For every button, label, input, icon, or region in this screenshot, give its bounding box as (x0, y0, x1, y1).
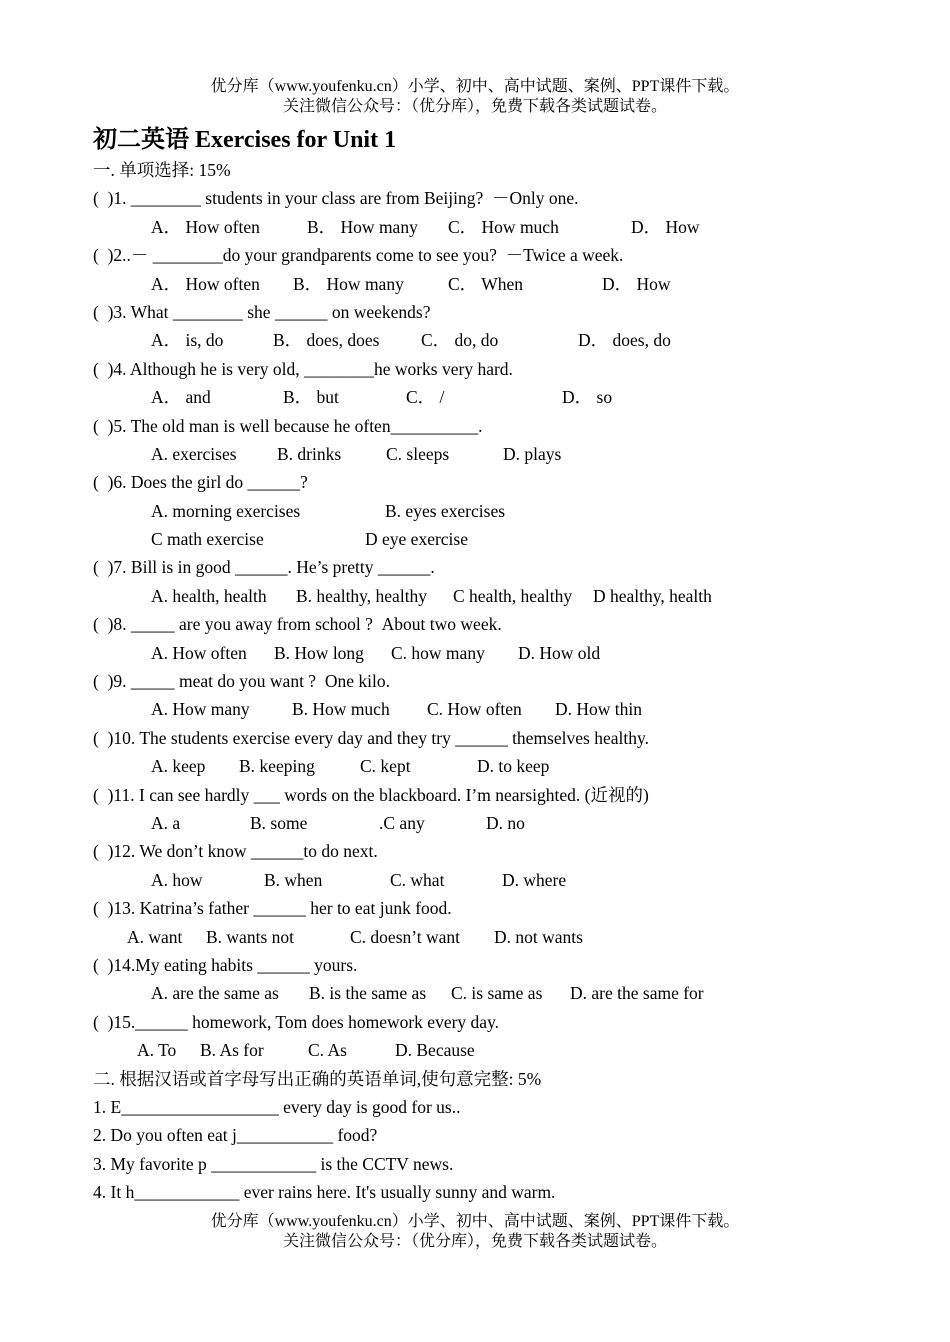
question-13-options (93, 923, 913, 951)
option-b: B． How many (293, 273, 404, 294)
option-b: B. eyes exercises (385, 500, 506, 521)
option-b: B. wants not (206, 926, 294, 947)
footer-line-1: 优分库（www.youfenku.cn）小学、初中、高中试题、案例、PPT课件下载。 (210, 1213, 740, 1230)
option-c: C. how many (391, 642, 485, 663)
question-10-options (93, 752, 913, 780)
option-b: B. drinks (277, 443, 342, 464)
option-c: C． / (406, 387, 445, 408)
option-d: D. to keep (477, 756, 550, 777)
fill-item-1: 1. E__________________ every day is good for us.. (93, 1096, 461, 1117)
option-a: A. How often (151, 642, 247, 663)
option-d: D healthy, health (593, 585, 712, 606)
option-b: B． does, does (273, 330, 380, 351)
option-b: B. How long (274, 642, 364, 663)
option-a: A. morning exercises (151, 500, 301, 521)
option-d: D. How thin (555, 699, 643, 720)
option-d: D． How (602, 273, 671, 294)
option-a: A. are the same as (151, 983, 279, 1004)
option-d: D. plays (503, 443, 562, 464)
option-a: A. How many (151, 699, 250, 720)
worksheet-content (93, 124, 913, 1206)
option-a: A. health, health (151, 585, 267, 606)
question-8-options (93, 639, 913, 667)
option-c: C. sleeps (386, 443, 450, 464)
question-5-options (93, 440, 913, 468)
option-c: C. doesn’t want (350, 926, 461, 947)
option-b: B． but (283, 387, 339, 408)
option-c: C. is same as (451, 983, 543, 1004)
page-header (0, 77, 950, 117)
option-a: A. keep (151, 756, 206, 777)
page-footer (0, 1212, 950, 1252)
option-c: C math exercise (151, 529, 264, 550)
option-d: D. are the same for (570, 983, 704, 1004)
option-c: C. what (390, 869, 445, 890)
question-12-options (93, 866, 913, 894)
option-c: C． How much (448, 216, 559, 237)
question-9: ( )9. _____ meat do you want ? One kilo. (93, 671, 390, 692)
question-1: ( )1. ________ students in your class are from Beijing? －Only one. (93, 188, 579, 209)
option-d: D. no (486, 812, 525, 833)
question-14-options (93, 979, 913, 1007)
section1-heading: 一. 单项选择: 15% (93, 160, 231, 180)
question-12: ( )12. We don’t know ______to do next. (93, 841, 378, 862)
question-1-options (93, 213, 913, 241)
fill-item-4: 4. It h____________ ever rains here. It's usually sunny and warm. (93, 1182, 556, 1203)
question-6: ( )6. Does the girl do ______? (93, 472, 308, 493)
option-b: B. keeping (239, 756, 315, 777)
question-6-options (93, 497, 913, 525)
option-d: D． so (562, 387, 613, 408)
question-14: ( )14.My eating habits ______ yours. (93, 954, 358, 975)
option-c: C. kept (360, 756, 411, 777)
question-9-options (93, 695, 913, 723)
option-c: C. As (308, 1040, 347, 1061)
option-a: A． How often (151, 216, 260, 237)
section2-heading: 二. 根据汉语或首字母写出正确的英语单词,使句意完整: 5% (93, 1068, 542, 1089)
option-d: D. where (502, 869, 567, 890)
option-a: A． is, do (151, 330, 224, 351)
option-a: A. how (151, 869, 203, 890)
option-b: B. healthy, healthy (296, 585, 428, 606)
question-11-options (93, 809, 913, 837)
question-3: ( )3. What ________ she ______ on weekends? (93, 301, 431, 322)
question-7: ( )7. Bill is in good ______. He’s pretty ______. (93, 557, 435, 578)
option-a: A． How often (151, 273, 260, 294)
question-2-options (93, 270, 913, 298)
option-c: .C any (379, 812, 425, 833)
option-a: A. want (127, 926, 183, 947)
footer-line-2: 关注微信公众号：（优分库），免费下载各类试题试卷。 (282, 1233, 667, 1250)
option-a: A． and (151, 387, 211, 408)
fill-item-2: 2. Do you often eat j___________ food? (93, 1125, 378, 1146)
option-d: D． does, do (578, 330, 671, 351)
header-line-2: 关注微信公众号：（优分库），免费下载各类试题试卷。 (282, 98, 667, 115)
option-d: D eye exercise (365, 529, 468, 550)
question-13: ( )13. Katrina’s father ______ her to eat junk food. (93, 898, 452, 919)
question-4-options (93, 383, 913, 411)
option-d: D. How old (518, 642, 601, 663)
option-c: C． do, do (421, 330, 499, 351)
question-15: ( )15.______ homework, Tom does homework every day. (93, 1011, 500, 1032)
option-b: B． How many (307, 216, 418, 237)
page-title: 初二英语 Exercises for Unit 1 (93, 127, 397, 153)
option-d: D. not wants (494, 926, 583, 947)
option-d: D． How (631, 216, 700, 237)
question-2: ( )2..－ ________do your grandparents come to see you? －Twice a week. (93, 245, 624, 266)
question-8: ( )8. _____ are you away from school ? About two week. (93, 614, 502, 635)
option-b: B. As for (200, 1040, 264, 1061)
option-a: A. a (151, 812, 181, 833)
option-c: C. How often (427, 699, 522, 720)
option-b: B. when (264, 869, 323, 890)
question-7-options (93, 582, 913, 610)
question-11: ( )11. I can see hardly ___ words on the blackboard. I’m nearsighted. (近视的) (93, 784, 649, 805)
question-15-options (93, 1036, 913, 1064)
header-line-1: 优分库（www.youfenku.cn）小学、初中、高中试题、案例、PPT课件下载。 (210, 78, 740, 95)
question-5: ( )5. The old man is well because he often__________. (93, 415, 483, 436)
question-4: ( )4. Although he is very old, ________he works very hard. (93, 358, 513, 379)
question-6-options-row2 (93, 525, 913, 553)
option-c: C． When (448, 273, 524, 294)
option-b: B. is the same as (309, 983, 427, 1004)
option-a: A. To (137, 1040, 177, 1061)
fill-item-3: 3. My favorite p ____________ is the CCTV news. (93, 1153, 454, 1174)
question-3-options (93, 326, 913, 354)
option-d: D. Because (395, 1040, 475, 1061)
option-a: A. exercises (151, 443, 237, 464)
option-b: B. How much (292, 699, 390, 720)
question-10: ( )10. The students exercise every day and they try ______ themselves healthy. (93, 727, 649, 748)
option-c: C health, healthy (453, 585, 573, 606)
option-b: B. some (250, 812, 308, 833)
